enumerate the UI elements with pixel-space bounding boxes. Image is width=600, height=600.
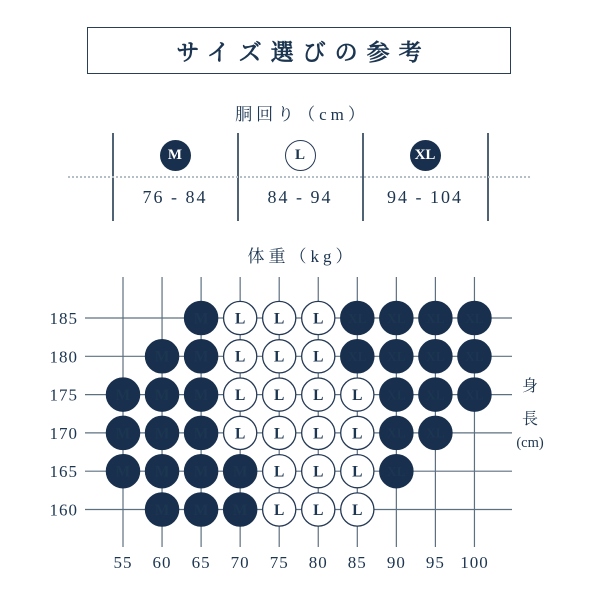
- page-title-text: サイズ選びの参考: [176, 40, 431, 65]
- size-cell-label: M: [193, 501, 209, 519]
- height-axis-label: 長: [521, 411, 539, 428]
- size-cell-label: L: [313, 310, 324, 328]
- height-tick-label: 160: [49, 500, 78, 520]
- size-cell-label: XL: [465, 387, 484, 403]
- size-cell-label: XL: [426, 425, 445, 441]
- weight-tick-label: 55: [113, 553, 133, 572]
- waist-column-xl: [363, 140, 487, 207]
- size-cell-label: M: [154, 501, 170, 519]
- height-tick-label: 165: [49, 462, 78, 482]
- weight-tick-label: 70: [230, 553, 250, 572]
- size-cell-label: XL: [386, 349, 406, 365]
- size-cell-label: L: [234, 348, 246, 366]
- size-cell-label: M: [193, 387, 209, 404]
- size-cell-label: XL: [426, 310, 445, 326]
- size-range-l: 84 - 94: [267, 187, 333, 207]
- weight-tick-label: 75: [269, 553, 289, 572]
- size-cell-label: L: [352, 425, 363, 443]
- size-cell-label: XL: [386, 464, 406, 479]
- size-cell-label: M: [115, 463, 131, 481]
- size-cell-label: XL: [386, 387, 406, 403]
- size-cell-label: L: [274, 387, 285, 404]
- size-cell-label: XL: [347, 349, 367, 365]
- size-cell-label: L: [274, 310, 285, 328]
- size-cell-label: XL: [386, 425, 406, 441]
- size-cell-label: M: [115, 425, 131, 443]
- size-cell-label: M: [232, 463, 248, 481]
- height-axis-label: 身: [521, 378, 539, 395]
- weight-tick-label: 85: [347, 553, 367, 572]
- size-cell-label: M: [193, 463, 209, 481]
- size-badge-m: M: [160, 140, 191, 171]
- size-cell-label: L: [313, 348, 324, 366]
- height-axis-label: (cm): [516, 435, 544, 451]
- size-cell-label: L: [313, 387, 324, 404]
- weight-tick-label: 60: [152, 553, 172, 572]
- weight-tick-label: 95: [425, 553, 445, 572]
- size-range-m: 76 - 84: [142, 187, 208, 207]
- height-tick-label: 175: [49, 385, 78, 405]
- size-cell-label: XL: [465, 310, 484, 326]
- size-cell-label: M: [193, 425, 209, 443]
- weight-axis-heading: 体重（kg）: [247, 247, 357, 266]
- size-cell-label: L: [313, 463, 324, 481]
- size-matrix-chart: [0, 265, 600, 600]
- size-cell-label: XL: [386, 310, 406, 326]
- size-cell-label: L: [313, 501, 324, 519]
- size-cell-label: L: [274, 501, 285, 519]
- size-cell-label: L: [234, 425, 246, 443]
- size-cell-label: M: [154, 463, 170, 481]
- waist-column-m: [113, 140, 237, 207]
- size-cell-label: L: [274, 463, 285, 481]
- weight-tick-label: 65: [191, 553, 211, 572]
- size-cell-label: M: [232, 501, 248, 519]
- size-cell-label: L: [352, 387, 363, 404]
- size-cell-label: M: [193, 310, 209, 328]
- height-tick-label: 185: [49, 309, 78, 328]
- size-cell-label: L: [234, 310, 246, 328]
- size-cell-label: M: [154, 387, 170, 404]
- height-tick-label: 170: [49, 423, 78, 443]
- size-cell-label: XL: [347, 310, 367, 326]
- size-cell-label: M: [154, 348, 170, 366]
- page-title: [87, 27, 511, 74]
- size-cell-label: XL: [465, 349, 484, 365]
- size-cell-label: L: [274, 348, 285, 366]
- size-cell-label: M: [193, 348, 209, 366]
- weight-tick-label: 80: [308, 553, 328, 572]
- size-cell-label: L: [313, 425, 324, 443]
- size-cell-label: L: [352, 501, 363, 519]
- size-cell-label: M: [154, 425, 170, 443]
- size-cell-label: M: [115, 387, 131, 404]
- size-badge-xl: XL: [410, 140, 441, 171]
- size-cell-label: XL: [426, 349, 445, 365]
- waist-column-l: [238, 140, 362, 207]
- size-cell-label: L: [352, 463, 363, 481]
- size-cell-label: L: [234, 387, 246, 404]
- weight-tick-label: 100: [460, 553, 489, 572]
- size-cell-label: L: [274, 425, 285, 443]
- size-cell-label: XL: [426, 387, 445, 403]
- size-range-xl: 94 - 104: [387, 187, 463, 207]
- waist-section-heading: 胴回り（cm）: [235, 105, 369, 124]
- height-tick-label: 180: [49, 347, 78, 367]
- weight-tick-label: 90: [386, 553, 406, 572]
- size-badge-l: L: [285, 140, 316, 171]
